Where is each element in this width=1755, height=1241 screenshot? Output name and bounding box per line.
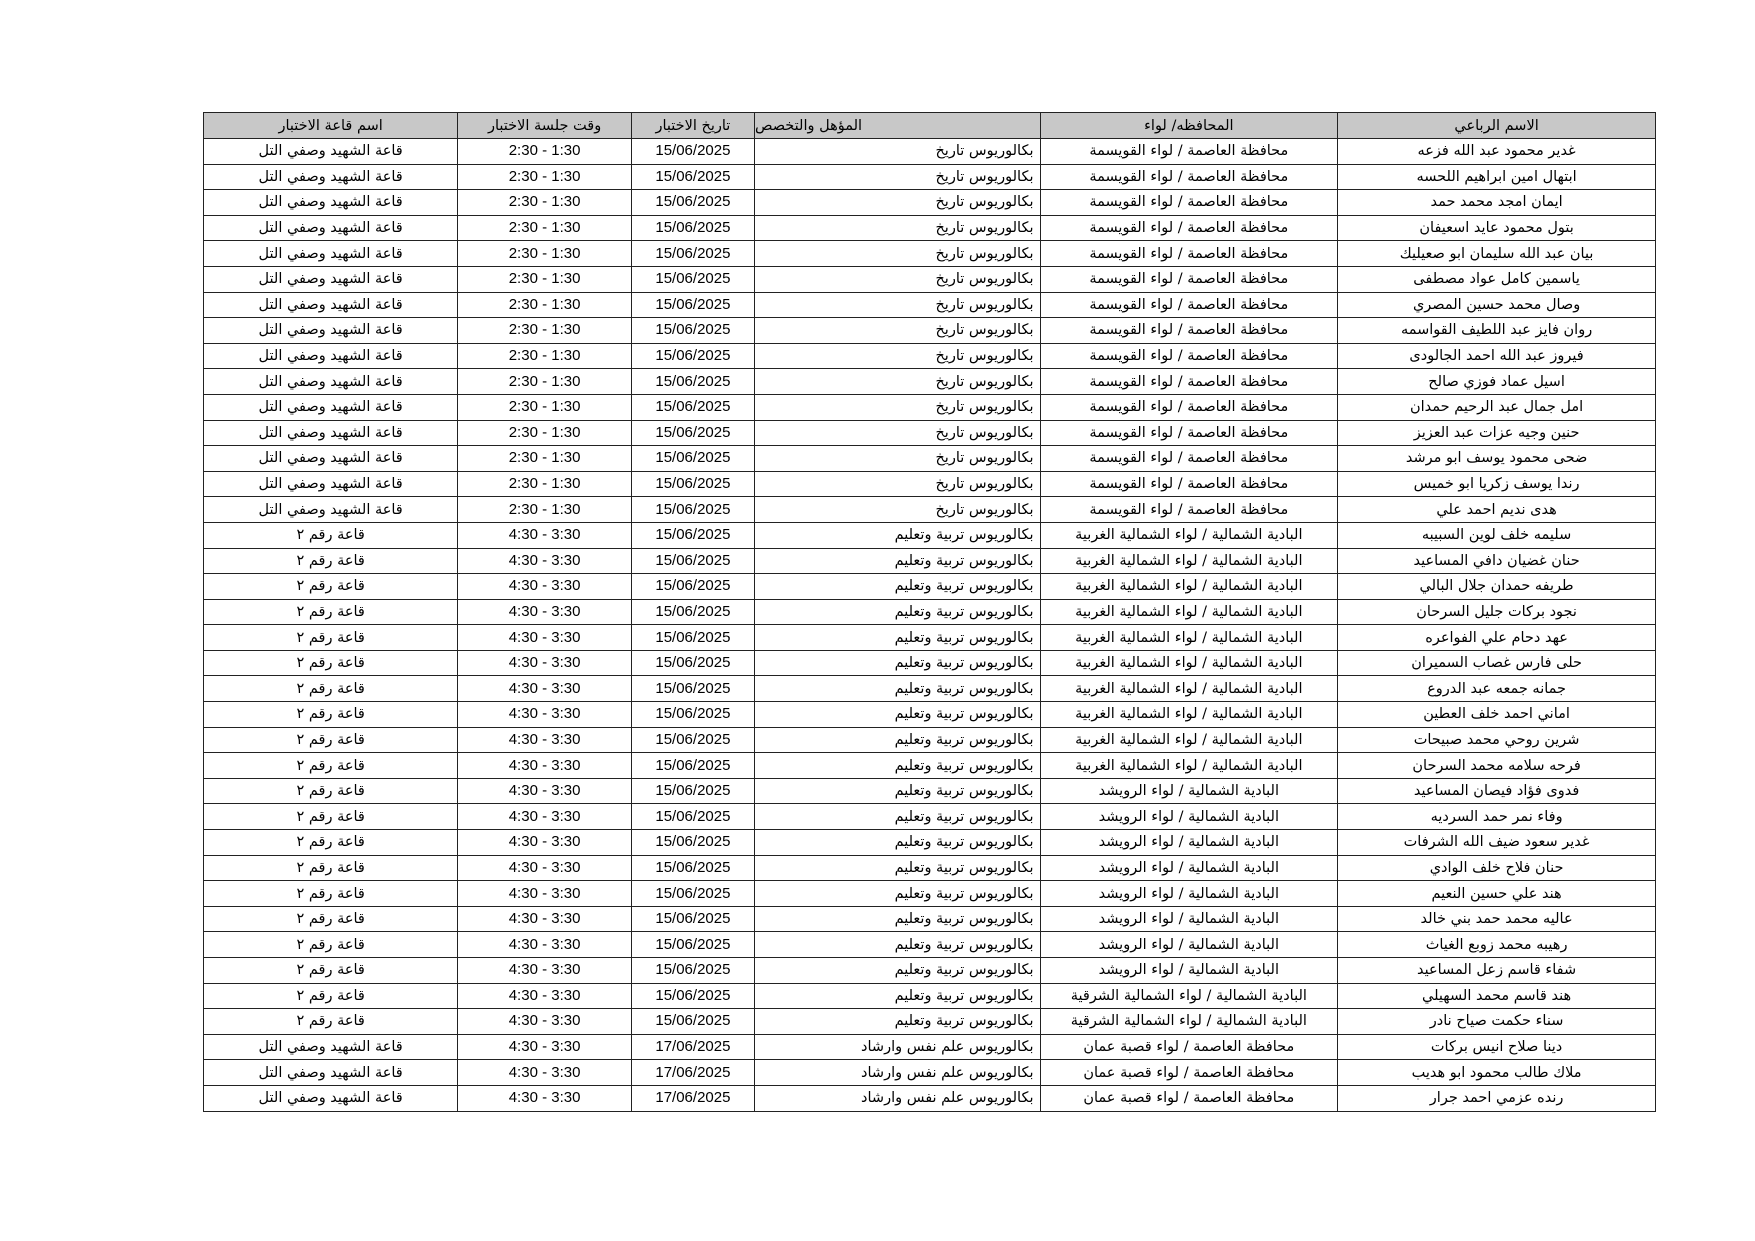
cell-specialization: بكالوريوس تربية وتعليم	[754, 881, 1040, 907]
cell-room: قاعة الشهيد وصفي التل	[204, 266, 458, 292]
table-row	[204, 727, 1656, 753]
cell-governorate: البادية الشمالية / لواء الشمالية الغربية	[1040, 522, 1338, 548]
cell-date: 15/06/2025	[631, 266, 754, 292]
cell-name: حلى فارس غصاب السميران	[1338, 650, 1656, 676]
cell-name: بيان عبد الله سليمان ابو صعيليك	[1338, 241, 1656, 267]
cell-date: 15/06/2025	[631, 932, 754, 958]
cell-name: حنان غضيان دافي المساعيد	[1338, 548, 1656, 574]
cell-specialization: بكالوريوس تربية وتعليم	[754, 753, 1040, 779]
cell-governorate: البادية الشمالية / لواء الشمالية الغربية	[1040, 676, 1338, 702]
cell-time: 2:30 - 1:30	[458, 369, 632, 395]
cell-governorate: محافظة العاصمة / لواء قصبة عمان	[1040, 1085, 1338, 1111]
table-row	[204, 241, 1656, 267]
cell-room: قاعة رقم ٢	[204, 1009, 458, 1035]
table-row	[204, 778, 1656, 804]
cell-governorate: محافظة العاصمة / لواء القويسمة	[1040, 215, 1338, 241]
cell-specialization: بكالوريوس تربية وتعليم	[754, 574, 1040, 600]
cell-time: 2:30 - 1:30	[458, 343, 632, 369]
cell-specialization: بكالوريوس تاريخ	[754, 446, 1040, 472]
cell-time: 2:30 - 1:30	[458, 394, 632, 420]
cell-room: قاعة الشهيد وصفي التل	[204, 343, 458, 369]
table-row	[204, 830, 1656, 856]
cell-name: غدير سعود ضيف الله الشرفات	[1338, 830, 1656, 856]
cell-name: سليمه خلف لوين السبيبه	[1338, 522, 1656, 548]
cell-room: قاعة الشهيد وصفي التل	[204, 394, 458, 420]
table-row	[204, 650, 1656, 676]
cell-name: ضحى محمود يوسف ابو مرشد	[1338, 446, 1656, 472]
table-row	[204, 906, 1656, 932]
cell-name: حنان فلاح خلف الوادي	[1338, 855, 1656, 881]
cell-room: قاعة رقم ٢	[204, 702, 458, 728]
table-row	[204, 855, 1656, 881]
table-body	[204, 139, 1656, 1112]
cell-specialization: بكالوريوس تربية وتعليم	[754, 830, 1040, 856]
cell-room: قاعة الشهيد وصفي التل	[204, 369, 458, 395]
cell-specialization: بكالوريوس تربية وتعليم	[754, 676, 1040, 702]
cell-time: 4:30 - 3:30	[458, 804, 632, 830]
cell-governorate: محافظة العاصمة / لواء القويسمة	[1040, 394, 1338, 420]
exam-schedule-table	[203, 112, 1656, 1112]
cell-date: 15/06/2025	[631, 574, 754, 600]
cell-governorate: البادية الشمالية / لواء الشمالية الغربية	[1040, 574, 1338, 600]
cell-date: 17/06/2025	[631, 1060, 754, 1086]
cell-time: 4:30 - 3:30	[458, 676, 632, 702]
table-row	[204, 139, 1656, 165]
cell-name: رندا يوسف زكريا ابو خميس	[1338, 471, 1656, 497]
table-row	[204, 369, 1656, 395]
cell-room: قاعة رقم ٢	[204, 727, 458, 753]
cell-date: 15/06/2025	[631, 241, 754, 267]
cell-specialization: بكالوريوس تاريخ	[754, 369, 1040, 395]
table-row	[204, 164, 1656, 190]
table-row	[204, 1060, 1656, 1086]
cell-date: 15/06/2025	[631, 139, 754, 165]
cell-governorate: البادية الشمالية / لواء الشمالية الغربية	[1040, 702, 1338, 728]
cell-specialization: بكالوريوس تربية وتعليم	[754, 522, 1040, 548]
header-date: تاريخ الاختبار	[631, 113, 754, 139]
cell-specialization: بكالوريوس تربية وتعليم	[754, 906, 1040, 932]
cell-time: 4:30 - 3:30	[458, 625, 632, 651]
cell-date: 15/06/2025	[631, 958, 754, 984]
cell-time: 4:30 - 3:30	[458, 1060, 632, 1086]
cell-specialization: بكالوريوس تربية وتعليم	[754, 727, 1040, 753]
cell-room: قاعة الشهيد وصفي التل	[204, 241, 458, 267]
cell-specialization: بكالوريوس تربية وتعليم	[754, 625, 1040, 651]
cell-time: 2:30 - 1:30	[458, 139, 632, 165]
cell-date: 15/06/2025	[631, 702, 754, 728]
cell-name: امل جمال عبد الرحيم حمدان	[1338, 394, 1656, 420]
cell-date: 15/06/2025	[631, 753, 754, 779]
cell-date: 15/06/2025	[631, 522, 754, 548]
cell-governorate: البادية الشمالية / لواء الشمالية الشرقية	[1040, 1009, 1338, 1035]
table-row	[204, 676, 1656, 702]
cell-name: ايمان امجد محمد حمد	[1338, 190, 1656, 216]
cell-name: عاليه محمد حمد بني خالد	[1338, 906, 1656, 932]
cell-specialization: بكالوريوس تاريخ	[754, 190, 1040, 216]
cell-time: 4:30 - 3:30	[458, 1034, 632, 1060]
cell-room: قاعة الشهيد وصفي التل	[204, 446, 458, 472]
cell-specialization: بكالوريوس تاريخ	[754, 241, 1040, 267]
cell-name: غدير محمود عبد الله فزعه	[1338, 139, 1656, 165]
cell-time: 2:30 - 1:30	[458, 266, 632, 292]
cell-date: 15/06/2025	[631, 676, 754, 702]
table-row	[204, 804, 1656, 830]
cell-governorate: البادية الشمالية / لواء الرويشد	[1040, 958, 1338, 984]
cell-time: 2:30 - 1:30	[458, 164, 632, 190]
cell-name: هدى نديم احمد علي	[1338, 497, 1656, 523]
cell-room: قاعة الشهيد وصفي التل	[204, 215, 458, 241]
cell-specialization: بكالوريوس علم نفس وارشاد	[754, 1060, 1040, 1086]
cell-room: قاعة الشهيد وصفي التل	[204, 497, 458, 523]
cell-room: قاعة الشهيد وصفي التل	[204, 1034, 458, 1060]
table-row	[204, 574, 1656, 600]
cell-time: 2:30 - 1:30	[458, 292, 632, 318]
cell-specialization: بكالوريوس تاريخ	[754, 471, 1040, 497]
cell-time: 4:30 - 3:30	[458, 727, 632, 753]
cell-governorate: محافظة العاصمة / لواء القويسمة	[1040, 471, 1338, 497]
cell-date: 15/06/2025	[631, 446, 754, 472]
cell-room: قاعة الشهيد وصفي التل	[204, 1085, 458, 1111]
cell-name: حنين وجيه عزات عبد العزيز	[1338, 420, 1656, 446]
cell-time: 2:30 - 1:30	[458, 497, 632, 523]
cell-date: 15/06/2025	[631, 215, 754, 241]
cell-room: قاعة رقم ٢	[204, 522, 458, 548]
cell-room: قاعة الشهيد وصفي التل	[204, 190, 458, 216]
cell-room: قاعة الشهيد وصفي التل	[204, 1060, 458, 1086]
cell-name: اماني احمد خلف العطين	[1338, 702, 1656, 728]
cell-governorate: البادية الشمالية / لواء الشمالية الغربية	[1040, 650, 1338, 676]
cell-time: 2:30 - 1:30	[458, 190, 632, 216]
cell-date: 15/06/2025	[631, 1009, 754, 1035]
cell-specialization: بكالوريوس تربية وتعليم	[754, 855, 1040, 881]
cell-governorate: البادية الشمالية / لواء الشمالية الغربية	[1040, 727, 1338, 753]
cell-date: 15/06/2025	[631, 318, 754, 344]
cell-name: ملاك طالب محمود ابو هديب	[1338, 1060, 1656, 1086]
cell-specialization: بكالوريوس تربية وتعليم	[754, 804, 1040, 830]
cell-name: سناء حكمت صياح نادر	[1338, 1009, 1656, 1035]
cell-date: 15/06/2025	[631, 164, 754, 190]
cell-governorate: محافظة العاصمة / لواء القويسمة	[1040, 164, 1338, 190]
table-row	[204, 522, 1656, 548]
cell-name: رهيبه محمد زوبع الغياث	[1338, 932, 1656, 958]
cell-time: 2:30 - 1:30	[458, 420, 632, 446]
table-row	[204, 599, 1656, 625]
cell-time: 4:30 - 3:30	[458, 522, 632, 548]
cell-specialization: بكالوريوس تربية وتعليم	[754, 1009, 1040, 1035]
cell-date: 15/06/2025	[631, 650, 754, 676]
header-governorate: المحافظه/ لواء	[1040, 113, 1338, 139]
cell-room: قاعة رقم ٢	[204, 778, 458, 804]
cell-date: 15/06/2025	[631, 369, 754, 395]
cell-specialization: بكالوريوس تاريخ	[754, 164, 1040, 190]
cell-name: عهد دحام علي الفواعره	[1338, 625, 1656, 651]
table-row	[204, 548, 1656, 574]
cell-governorate: البادية الشمالية / لواء الشمالية الغربية	[1040, 599, 1338, 625]
table-header	[204, 113, 1656, 139]
cell-date: 15/06/2025	[631, 983, 754, 1009]
table-row	[204, 881, 1656, 907]
cell-date: 15/06/2025	[631, 292, 754, 318]
cell-specialization: بكالوريوس تربية وتعليم	[754, 983, 1040, 1009]
cell-date: 17/06/2025	[631, 1034, 754, 1060]
table-row	[204, 394, 1656, 420]
cell-specialization: بكالوريوس تربية وتعليم	[754, 932, 1040, 958]
cell-room: قاعة الشهيد وصفي التل	[204, 471, 458, 497]
table-row	[204, 958, 1656, 984]
cell-date: 15/06/2025	[631, 881, 754, 907]
cell-name: ياسمين كامل عواد مصطفى	[1338, 266, 1656, 292]
cell-specialization: بكالوريوس تاريخ	[754, 139, 1040, 165]
cell-specialization: بكالوريوس تاريخ	[754, 215, 1040, 241]
cell-name: وصال محمد حسين المصري	[1338, 292, 1656, 318]
cell-room: قاعة رقم ٢	[204, 753, 458, 779]
cell-specialization: بكالوريوس تربية وتعليم	[754, 599, 1040, 625]
cell-room: قاعة رقم ٢	[204, 804, 458, 830]
cell-date: 15/06/2025	[631, 394, 754, 420]
cell-specialization: بكالوريوس تربية وتعليم	[754, 778, 1040, 804]
cell-governorate: محافظة العاصمة / لواء القويسمة	[1040, 318, 1338, 344]
cell-specialization: بكالوريوس تاريخ	[754, 497, 1040, 523]
cell-date: 17/06/2025	[631, 1085, 754, 1111]
cell-time: 4:30 - 3:30	[458, 855, 632, 881]
header-name: الاسم الرباعي	[1338, 113, 1656, 139]
table-row	[204, 702, 1656, 728]
cell-governorate: محافظة العاصمة / لواء القويسمة	[1040, 446, 1338, 472]
cell-specialization: بكالوريوس علم نفس وارشاد	[754, 1085, 1040, 1111]
cell-time: 4:30 - 3:30	[458, 574, 632, 600]
cell-name: رنده عزمي احمد جرار	[1338, 1085, 1656, 1111]
cell-date: 15/06/2025	[631, 906, 754, 932]
cell-date: 15/06/2025	[631, 548, 754, 574]
cell-specialization: بكالوريوس علم نفس وارشاد	[754, 1034, 1040, 1060]
cell-date: 15/06/2025	[631, 804, 754, 830]
header-specialization: المؤهل والتخصص	[754, 113, 1040, 139]
cell-room: قاعة رقم ٢	[204, 650, 458, 676]
cell-date: 15/06/2025	[631, 855, 754, 881]
table-row	[204, 190, 1656, 216]
cell-name: وفاء نمر حمد السرديه	[1338, 804, 1656, 830]
table-row	[204, 625, 1656, 651]
cell-time: 4:30 - 3:30	[458, 958, 632, 984]
cell-governorate: محافظة العاصمة / لواء القويسمة	[1040, 292, 1338, 318]
cell-governorate: محافظة العاصمة / لواء قصبة عمان	[1040, 1060, 1338, 1086]
cell-name: فرحه سلامه محمد السرحان	[1338, 753, 1656, 779]
cell-specialization: بكالوريوس تربية وتعليم	[754, 958, 1040, 984]
cell-time: 4:30 - 3:30	[458, 650, 632, 676]
cell-governorate: محافظة العاصمة / لواء القويسمة	[1040, 497, 1338, 523]
cell-time: 4:30 - 3:30	[458, 983, 632, 1009]
cell-room: قاعة رقم ٢	[204, 625, 458, 651]
cell-specialization: بكالوريوس تاريخ	[754, 420, 1040, 446]
cell-room: قاعة رقم ٢	[204, 574, 458, 600]
cell-room: قاعة رقم ٢	[204, 830, 458, 856]
cell-specialization: بكالوريوس تاريخ	[754, 292, 1040, 318]
cell-name: بتول محمود عايد اسعيفان	[1338, 215, 1656, 241]
table-row	[204, 343, 1656, 369]
cell-governorate: البادية الشمالية / لواء الرويشد	[1040, 778, 1338, 804]
cell-name: هند علي حسين النعيم	[1338, 881, 1656, 907]
cell-date: 15/06/2025	[631, 625, 754, 651]
table-row	[204, 1034, 1656, 1060]
cell-name: شرين روحي محمد صبيحات	[1338, 727, 1656, 753]
cell-governorate: محافظة العاصمة / لواء القويسمة	[1040, 266, 1338, 292]
cell-name: دينا صلاح انيس بركات	[1338, 1034, 1656, 1060]
cell-time: 4:30 - 3:30	[458, 1009, 632, 1035]
cell-name: هند قاسم محمد السهيلي	[1338, 983, 1656, 1009]
cell-governorate: محافظة العاصمة / لواء القويسمة	[1040, 369, 1338, 395]
cell-specialization: بكالوريوس تاريخ	[754, 318, 1040, 344]
cell-room: قاعة رقم ٢	[204, 676, 458, 702]
cell-room: قاعة رقم ٢	[204, 983, 458, 1009]
table-row	[204, 215, 1656, 241]
cell-time: 2:30 - 1:30	[458, 471, 632, 497]
cell-specialization: بكالوريوس تربية وتعليم	[754, 548, 1040, 574]
cell-date: 15/06/2025	[631, 599, 754, 625]
cell-governorate: البادية الشمالية / لواء الرويشد	[1040, 855, 1338, 881]
cell-specialization: بكالوريوس تاريخ	[754, 266, 1040, 292]
cell-specialization: بكالوريوس تربية وتعليم	[754, 650, 1040, 676]
cell-time: 4:30 - 3:30	[458, 599, 632, 625]
cell-time: 4:30 - 3:30	[458, 932, 632, 958]
cell-date: 15/06/2025	[631, 778, 754, 804]
cell-name: نجود بركات جليل السرحان	[1338, 599, 1656, 625]
cell-name: روان فايز عبد اللطيف القواسمه	[1338, 318, 1656, 344]
cell-time: 4:30 - 3:30	[458, 830, 632, 856]
cell-room: قاعة رقم ٢	[204, 906, 458, 932]
cell-governorate: محافظة العاصمة / لواء القويسمة	[1040, 420, 1338, 446]
cell-room: قاعة الشهيد وصفي التل	[204, 139, 458, 165]
header-room: اسم قاعة الاختبار	[204, 113, 458, 139]
cell-room: قاعة رقم ٢	[204, 932, 458, 958]
table-row	[204, 1085, 1656, 1111]
cell-room: قاعة الشهيد وصفي التل	[204, 164, 458, 190]
table-row	[204, 497, 1656, 523]
cell-name: ابتهال امين ابراهيم اللحسه	[1338, 164, 1656, 190]
cell-time: 4:30 - 3:30	[458, 548, 632, 574]
cell-room: قاعة الشهيد وصفي التل	[204, 318, 458, 344]
cell-governorate: البادية الشمالية / لواء الشمالية الغربية	[1040, 548, 1338, 574]
cell-date: 15/06/2025	[631, 727, 754, 753]
cell-time: 4:30 - 3:30	[458, 1085, 632, 1111]
cell-governorate: محافظة العاصمة / لواء القويسمة	[1040, 190, 1338, 216]
cell-specialization: بكالوريوس تربية وتعليم	[754, 702, 1040, 728]
cell-name: فيروز عبد الله احمد الجالودى	[1338, 343, 1656, 369]
cell-room: قاعة رقم ٢	[204, 548, 458, 574]
cell-governorate: محافظة العاصمة / لواء قصبة عمان	[1040, 1034, 1338, 1060]
cell-governorate: البادية الشمالية / لواء الشمالية الغربية	[1040, 625, 1338, 651]
table-row	[204, 318, 1656, 344]
cell-time: 2:30 - 1:30	[458, 318, 632, 344]
cell-name: طريفه حمدان جلال البالي	[1338, 574, 1656, 600]
cell-room: قاعة رقم ٢	[204, 855, 458, 881]
cell-date: 15/06/2025	[631, 471, 754, 497]
cell-governorate: محافظة العاصمة / لواء القويسمة	[1040, 139, 1338, 165]
cell-date: 15/06/2025	[631, 343, 754, 369]
header-row	[204, 113, 1656, 139]
cell-governorate: البادية الشمالية / لواء الرويشد	[1040, 906, 1338, 932]
table-row	[204, 266, 1656, 292]
cell-room: قاعة رقم ٢	[204, 599, 458, 625]
table-row	[204, 446, 1656, 472]
cell-room: قاعة الشهيد وصفي التل	[204, 292, 458, 318]
cell-room: قاعة رقم ٢	[204, 881, 458, 907]
table-row	[204, 1009, 1656, 1035]
cell-time: 4:30 - 3:30	[458, 702, 632, 728]
cell-governorate: البادية الشمالية / لواء الشمالية الغربية	[1040, 753, 1338, 779]
cell-date: 15/06/2025	[631, 830, 754, 856]
cell-name: جمانه جمعه عبد الدروع	[1338, 676, 1656, 702]
header-time: وقت جلسة الاختبار	[458, 113, 632, 139]
cell-time: 4:30 - 3:30	[458, 753, 632, 779]
cell-time: 4:30 - 3:30	[458, 906, 632, 932]
cell-name: فدوى فؤاد فيصان المساعيد	[1338, 778, 1656, 804]
table-row	[204, 932, 1656, 958]
cell-name: اسيل عماد فوزي صالح	[1338, 369, 1656, 395]
cell-governorate: البادية الشمالية / لواء الرويشد	[1040, 881, 1338, 907]
cell-governorate: البادية الشمالية / لواء الرويشد	[1040, 804, 1338, 830]
cell-time: 4:30 - 3:30	[458, 881, 632, 907]
cell-time: 2:30 - 1:30	[458, 215, 632, 241]
cell-governorate: البادية الشمالية / لواء الرويشد	[1040, 932, 1338, 958]
cell-specialization: بكالوريوس تاريخ	[754, 394, 1040, 420]
cell-governorate: محافظة العاصمة / لواء القويسمة	[1040, 241, 1338, 267]
cell-time: 2:30 - 1:30	[458, 241, 632, 267]
cell-specialization: بكالوريوس تاريخ	[754, 343, 1040, 369]
cell-governorate: محافظة العاصمة / لواء القويسمة	[1040, 343, 1338, 369]
cell-governorate: البادية الشمالية / لواء الشمالية الشرقية	[1040, 983, 1338, 1009]
table-row	[204, 292, 1656, 318]
table-row	[204, 753, 1656, 779]
table-row	[204, 471, 1656, 497]
cell-date: 15/06/2025	[631, 497, 754, 523]
table-row	[204, 420, 1656, 446]
cell-time: 2:30 - 1:30	[458, 446, 632, 472]
cell-time: 4:30 - 3:30	[458, 778, 632, 804]
cell-room: قاعة الشهيد وصفي التل	[204, 420, 458, 446]
cell-room: قاعة رقم ٢	[204, 958, 458, 984]
cell-date: 15/06/2025	[631, 190, 754, 216]
cell-name: شفاء قاسم زعل المساعيد	[1338, 958, 1656, 984]
cell-date: 15/06/2025	[631, 420, 754, 446]
table-row	[204, 983, 1656, 1009]
cell-governorate: البادية الشمالية / لواء الرويشد	[1040, 830, 1338, 856]
